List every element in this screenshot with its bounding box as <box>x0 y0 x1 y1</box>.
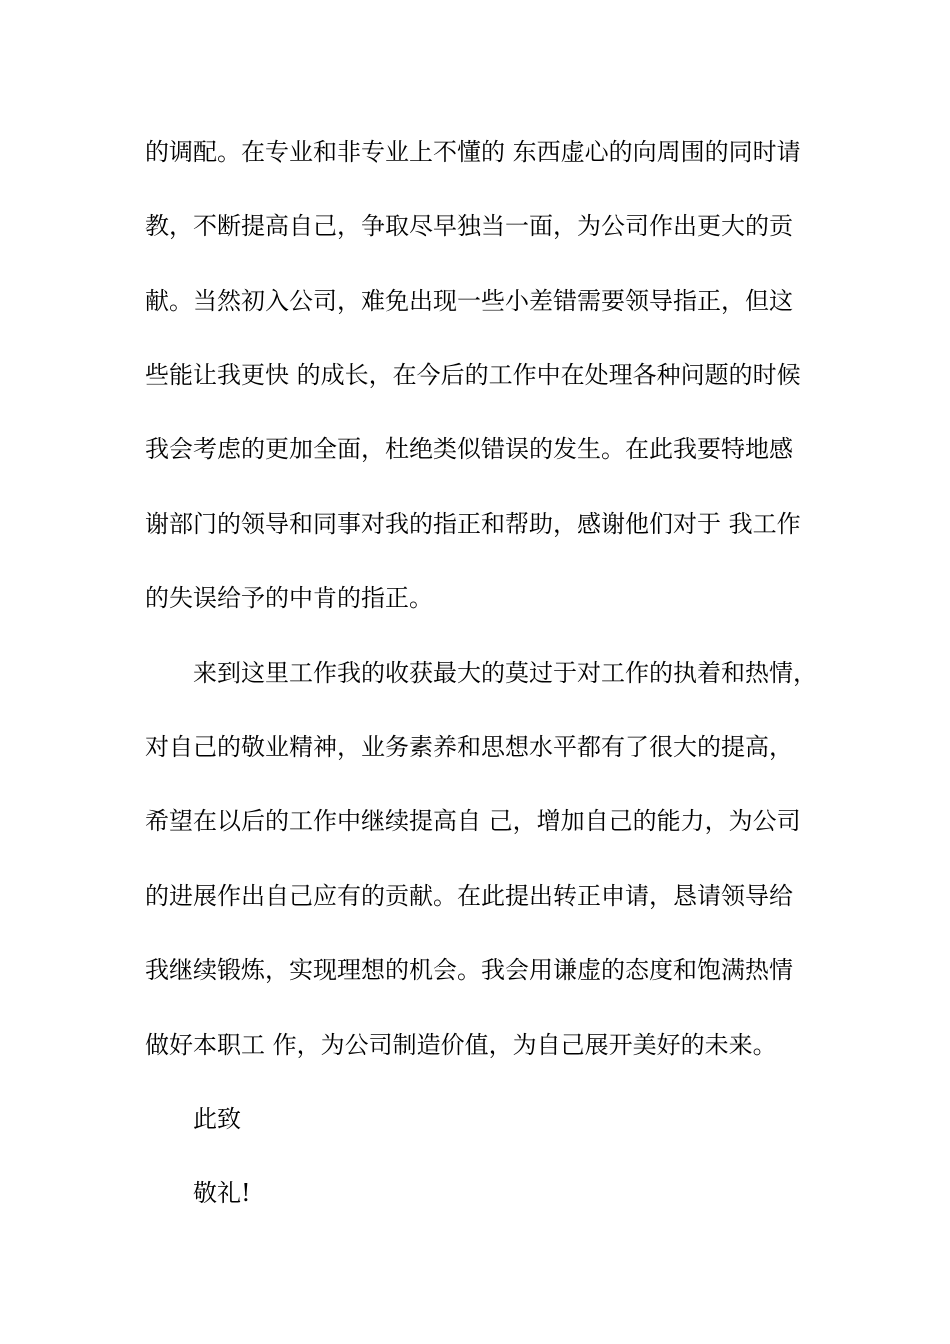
body-line-3: 献。当然初入公司，难免出现一些小差错需要领导指正，但这 <box>145 287 793 315</box>
body-line-5: 我会考虑的更加全面，杜绝类似错误的发生。在此我要特地感 <box>145 435 793 463</box>
body-line-2: 教，不断提高自己，争取尽早独当一面，为公司作出更大的贡 <box>145 212 793 240</box>
closing-regards: 敬礼! <box>193 1179 251 1207</box>
body-line-1: 的调配。在专业和非专业上不懂的 东西虚心的向周围的同时请 <box>145 138 801 166</box>
body-line-10: 希望在以后的工作中继续提高自 己，增加自己的能力，为公司 <box>145 807 801 835</box>
body-line-8: 来到这里工作我的收获最大的莫过于对工作的执着和热情， <box>193 659 817 687</box>
body-line-7: 的失误给予的中肯的指正。 <box>145 584 433 612</box>
body-line-12: 我继续锻炼，实现理想的机会。我会用谦虚的态度和饱满热情 <box>145 956 793 984</box>
body-line-6: 谢部门的领导和同事对我的指正和帮助，感谢他们对于 我工作 <box>145 510 801 538</box>
closing-salutation: 此致 <box>193 1105 241 1133</box>
body-line-13: 做好本职工 作，为公司制造价值，为自己展开美好的未来。 <box>145 1031 777 1059</box>
body-line-4: 些能让我更快 的成长，在今后的工作中在处理各种问题的时候 <box>145 361 801 389</box>
body-line-9: 对自己的敬业精神，业务素养和思想水平都有了很大的提高， <box>145 733 793 761</box>
body-line-11: 的进展作出自己应有的贡献。在此提出转正申请，恳请领导给 <box>145 882 793 910</box>
